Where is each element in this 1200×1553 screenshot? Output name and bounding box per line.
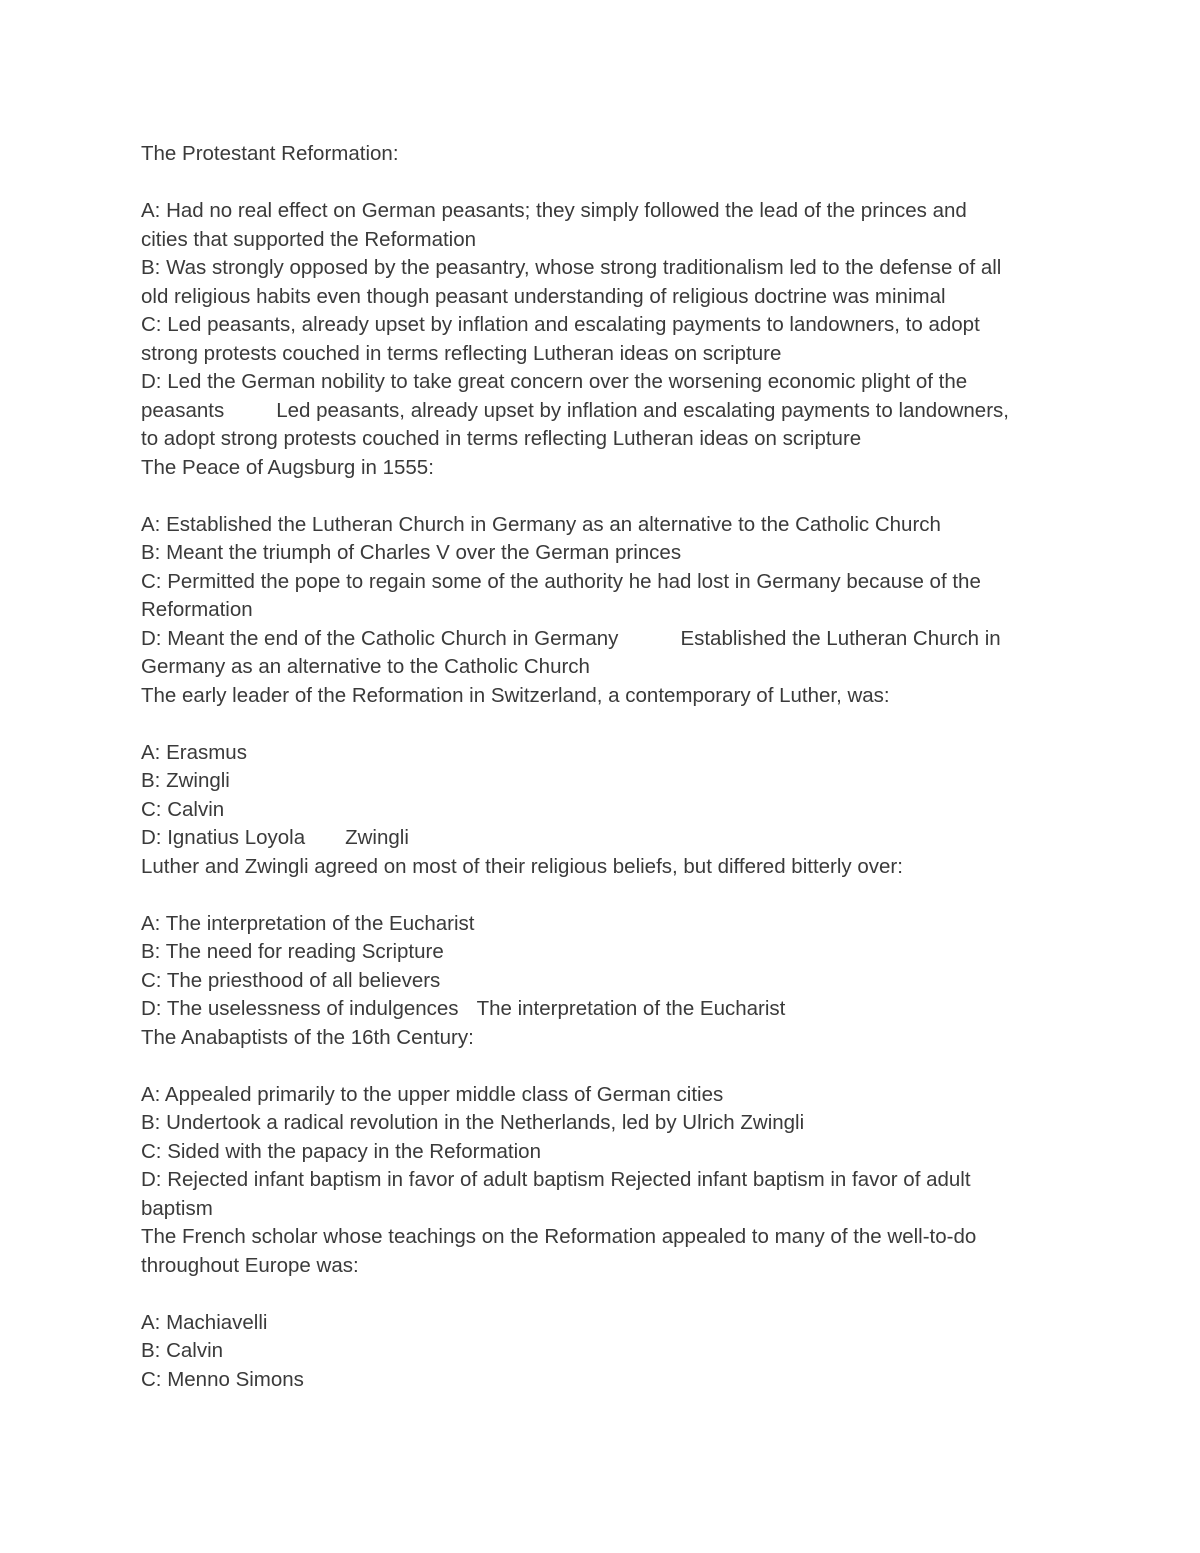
correct-answer-continuation: Germany as an alternative to the Catholic Church — [141, 655, 590, 678]
question-prompt: The Peace of Augsburg in 1555: — [141, 455, 434, 479]
answer-option-line: Reformation — [141, 598, 253, 621]
blank-line — [141, 710, 1071, 739]
answer-option-line: cities that supported the Reformation — [141, 227, 477, 251]
answer-option-line: C: Calvin — [141, 797, 225, 821]
question-block — [141, 454, 1071, 682]
answer-option-line: B: Calvin — [141, 1339, 224, 1362]
answer-option-line: old religious habits even though peasant understanding of religious doctrine was minimal — [141, 284, 946, 308]
answer-option-text: D: The uselessness of indulgences — [141, 997, 459, 1020]
question-prompt: throughout Europe was: — [141, 1253, 359, 1277]
answer-option-line: B: The need for reading Scripture — [141, 940, 444, 963]
answer-key-line — [141, 995, 1071, 1024]
blank-line — [141, 169, 1071, 198]
answer-option-line: C: Led peasants, already upset by inflation and escalating payments to landowners, to adopt — [141, 313, 980, 336]
answer-option-line: A: Had no real effect on German peasants; they simply followed the lead of the princes and — [141, 199, 967, 222]
answer-option-line: strong protests couched in terms reflecting Lutheran ideas on scripture — [141, 341, 782, 365]
answer-option-text: D: Ignatius Loyola — [141, 826, 306, 849]
answer-option-line: B: Was strongly opposed by the peasantry, whose strong traditionalism led to the defense of all — [141, 256, 1002, 279]
question-prompt: The French scholar whose teachings on the Reformation appealed to many of the well-to-do — [141, 1225, 977, 1248]
answer-option-line: A: The interpretation of the Eucharist — [141, 911, 475, 935]
answer-option-line: B: Undertook a radical revolution in the Netherlands, led by Ulrich Zwingli — [141, 1111, 805, 1134]
answer-option-text: peasants — [141, 398, 225, 422]
answer-option-line: C: Menno Simons — [141, 1367, 304, 1391]
answer-option-line: A: Established the Lutheran Church in Germany as an alternative to the Catholic Church — [141, 512, 941, 536]
answer-option-line: A: Machiavelli — [141, 1310, 268, 1334]
answer-option-line: C: Permitted the pope to regain some of the authority he had lost in Germany because of the — [141, 569, 981, 593]
answer-option-line: C: The priesthood of all believers — [141, 968, 441, 992]
question-prompt: The Anabaptists of the 16th Century: — [141, 1025, 474, 1049]
correct-answer-text: Led peasants, already upset by inflation and escalating payments to landowners, — [276, 398, 1009, 422]
blank-line — [141, 1052, 1071, 1081]
question-block — [141, 1223, 1071, 1394]
correct-answer-text: Zwingli — [345, 826, 409, 849]
question-block — [141, 853, 1071, 1024]
answer-option-line: A: Appealed primarily to the upper middle class of German cities — [141, 1082, 724, 1106]
correct-answer-text: The interpretation of the Eucharist — [476, 997, 786, 1020]
question-prompt: The early leader of the Reformation in Switzerland, a contemporary of Luther, was: — [141, 683, 890, 707]
answer-option-line: D: Led the German nobility to take great concern over the worsening economic plight of the — [141, 370, 968, 393]
question-prompt: Luther and Zwingli agreed on most of their religious beliefs, but differed bitterly over: — [141, 854, 903, 878]
correct-answer-continuation: to adopt strong protests couched in terms reflecting Lutheran ideas on scripture — [141, 427, 862, 450]
blank-line — [141, 881, 1071, 910]
answer-key-line — [141, 397, 1071, 426]
question-block — [141, 682, 1071, 853]
answer-key-line — [141, 625, 1071, 654]
answer-option-line: B: Zwingli — [141, 769, 230, 792]
answer-option-line: D: Rejected infant baptism in favor of adult baptism Rejected infant baptism in favor of adult — [141, 1168, 971, 1191]
blank-line — [141, 1280, 1071, 1309]
answer-option-line: baptism — [141, 1196, 213, 1220]
document-body — [141, 140, 1071, 1394]
answer-key-line — [141, 824, 1071, 853]
answer-option-line: C: Sided with the papacy in the Reformation — [141, 1139, 541, 1163]
blank-line — [141, 482, 1071, 511]
answer-option-line: A: Erasmus — [141, 740, 247, 764]
answer-option-text: D: Meant the end of the Catholic Church in Germany — [141, 626, 619, 650]
answer-option-line: B: Meant the triumph of Charles V over the German princes — [141, 541, 682, 564]
correct-answer-text: Established the Lutheran Church in — [680, 626, 1001, 650]
question-block — [141, 1024, 1071, 1224]
question-block — [141, 140, 1071, 454]
question-prompt: The Protestant Reformation: — [141, 142, 399, 165]
